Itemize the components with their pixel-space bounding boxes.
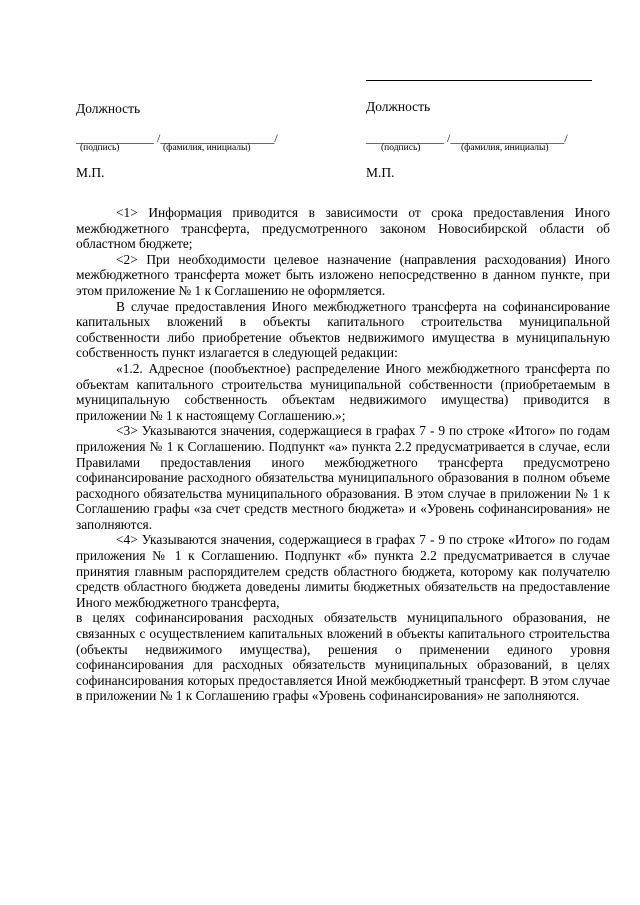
right-caption-name: (фамилия, инициалы) xyxy=(461,143,549,153)
footnote-3: <3> Указываются значения, содержащиеся в графах 7 - 9 по строке «Итого» по годам приложения № 1 к Соглашению. Подпункт «а» пункта 2.2 предусматривается в случае, если Правилами предоставления иного межбюджетного трансферта предусмотрено софинансирование расходного обязательства муниципального образования в полном объеме расходного обязательства муниципального образования. В этом случае в приложении № 1 к Соглашению графы «за счет средств местного бюджета» и «Уровень софинансирования» не заполняются. xyxy=(76,423,610,532)
footnote-4-continued: в целях софинансирования расходных обязательств муниципального образования, не связанных с осуществлением капитальных вложений в объекты капитального строительства (объекты недвижимого имущества), решения о применении единого уровня софинансирования для расходных обязательств муниципальных образований, в целях софинансирования которых предоставляется Иной межбюджетный трансферт. В этом случае в приложении № 1 к Соглашению графы «Уровень софинансирования» не заполняются. xyxy=(76,610,610,704)
footnote-2: <2> При необходимости целевое назначение (направления расходования) Иного межбюджетного трансферта может быть изложено непосредственно в данном пункте, при этом приложение № 1 к Соглашению не оформляется. xyxy=(76,251,610,298)
right-signature-line: _____________ /___________________/ xyxy=(366,131,568,145)
top-signature-line xyxy=(366,80,592,81)
left-seal-label: М.П. xyxy=(76,165,105,180)
footnote-2-case: В случае предоставления Иного межбюджетного трансферта на софинансирование капитальных вложений в объекты капитального строительства муниципальной собственности либо приобретение объектов недвижимого имущества в муниципальную собственность пункт излагается в следующей редакции: xyxy=(76,298,610,361)
footnote-2-quote: «1.2. Адресное (пообъектное) распределение Иного межбюджетного трансферта по объектам капитального строительства муниципальной собственности (приобретаемым в муниципальную собственность объектам недвижимого имущества) приводится в приложении № 1 к настоящему Соглашению.»; xyxy=(76,360,610,423)
left-caption-name: (фамилия, инициалы) xyxy=(163,143,251,153)
right-caption-signature: (подпись) xyxy=(381,143,421,153)
footnote-4: <4> Указываются значения, содержащиеся в графах 7 - 9 по строке «Итого» по годам приложения № 1 к Соглашению. Подпункт «б» пункта 2.2 предусматривается в случае принятия главным распорядителем средств областного бюджета, которому как получателю средств областного бюджета доведены лимиты бюджетных обязательств на предоставление Иного межбюджетного трансферта, xyxy=(76,532,610,610)
right-position-label: Должность xyxy=(366,99,431,114)
right-seal-label: М.П. xyxy=(366,165,395,180)
footnotes xyxy=(76,205,610,704)
left-signature-line: _____________ /___________________/ xyxy=(76,131,278,145)
left-position-label: Должность xyxy=(76,101,141,116)
footnote-1: <1> Информация приводится в зависимости от срока предоставления Иного межбюджетного трансферта, предусмотренного законом Новосибирской области об областном бюджете; xyxy=(76,205,610,252)
left-caption-signature: (подпись) xyxy=(80,143,120,153)
